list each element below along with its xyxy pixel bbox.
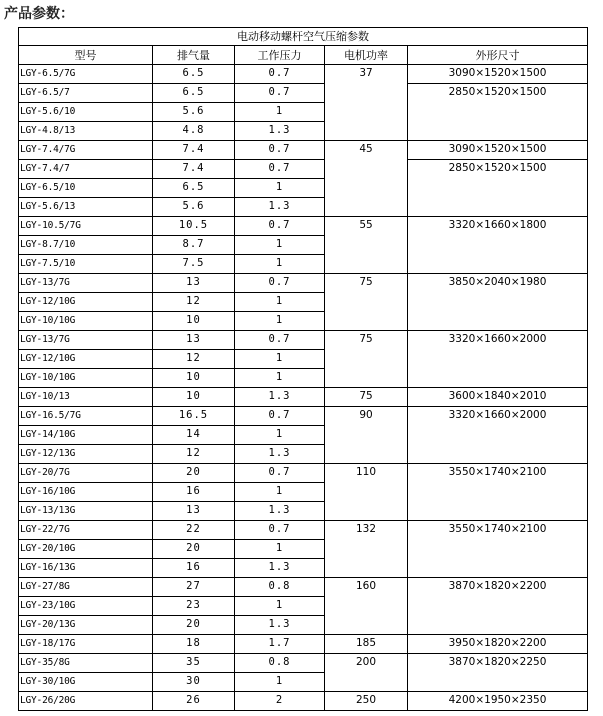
table-row [19, 160, 588, 179]
pressure-cell: 0.7 [235, 160, 325, 179]
pressure-cell: 1 [235, 255, 325, 274]
pressure-cell: 1.3 [235, 559, 325, 578]
pressure-cell: 1 [235, 426, 325, 445]
model-cell: LGY-10/10G [19, 312, 153, 331]
motor-power-cell: 200 [325, 654, 408, 692]
model-cell: LGY-7.4/7G [19, 141, 153, 160]
model-cell: LGY-30/10G [19, 673, 153, 692]
model-cell: LGY-12/13G [19, 445, 153, 464]
dimensions-cell: 3320×1660×1800 [408, 217, 588, 274]
dimensions-cell: 3870×1820×2200 [408, 578, 588, 635]
motor-power-cell: 132 [325, 521, 408, 578]
pressure-cell: 1.3 [235, 388, 325, 407]
table-row [19, 578, 588, 597]
table-row [19, 654, 588, 673]
displacement-cell: 5.6 [153, 103, 235, 122]
table-row [19, 521, 588, 540]
displacement-cell: 5.6 [153, 198, 235, 217]
motor-power-cell: 55 [325, 217, 408, 274]
motor-power-cell: 185 [325, 635, 408, 654]
displacement-cell: 22 [153, 521, 235, 540]
table-row [19, 274, 588, 293]
model-cell: LGY-26/20G [19, 692, 153, 711]
displacement-cell: 20 [153, 616, 235, 635]
model-cell: LGY-6.5/7 [19, 84, 153, 103]
pressure-cell: 1.3 [235, 445, 325, 464]
dimensions-cell: 3950×1820×2200 [408, 635, 588, 654]
table-row [19, 84, 588, 103]
pressure-cell: 0.7 [235, 84, 325, 103]
model-cell: LGY-10/10G [19, 369, 153, 388]
header-motor-power: 电机功率 [325, 46, 408, 65]
header-pressure: 工作压力 [235, 46, 325, 65]
model-cell: LGY-13/13G [19, 502, 153, 521]
pressure-cell: 1.3 [235, 616, 325, 635]
dimensions-cell: 3320×1660×2000 [408, 331, 588, 388]
header-displacement: 排气量 [153, 46, 235, 65]
pressure-cell: 0.7 [235, 65, 325, 84]
model-cell: LGY-10.5/7G [19, 217, 153, 236]
model-cell: LGY-22/7G [19, 521, 153, 540]
model-cell: LGY-4.8/13 [19, 122, 153, 141]
displacement-cell: 20 [153, 540, 235, 559]
header-dimensions: 外形尺寸 [408, 46, 588, 65]
displacement-cell: 10.5 [153, 217, 235, 236]
motor-power-cell: 75 [325, 331, 408, 388]
displacement-cell: 10 [153, 388, 235, 407]
model-cell: LGY-10/13 [19, 388, 153, 407]
model-cell: LGY-5.6/13 [19, 198, 153, 217]
spec-table [18, 27, 588, 711]
displacement-cell: 10 [153, 312, 235, 331]
model-cell: LGY-20/13G [19, 616, 153, 635]
table-row [19, 692, 588, 711]
model-cell: LGY-12/10G [19, 350, 153, 369]
table-row [19, 464, 588, 483]
displacement-cell: 27 [153, 578, 235, 597]
pressure-cell: 1 [235, 179, 325, 198]
motor-power-cell: 75 [325, 388, 408, 407]
displacement-cell: 7.4 [153, 141, 235, 160]
pressure-cell: 2 [235, 692, 325, 711]
displacement-cell: 7.5 [153, 255, 235, 274]
dimensions-cell: 3550×1740×2100 [408, 521, 588, 578]
table-row [19, 65, 588, 84]
dimensions-cell: 3850×2040×1980 [408, 274, 588, 331]
displacement-cell: 6.5 [153, 65, 235, 84]
model-cell: LGY-20/7G [19, 464, 153, 483]
displacement-cell: 30 [153, 673, 235, 692]
dimensions-cell: 3600×1840×2010 [408, 388, 588, 407]
model-cell: LGY-14/10G [19, 426, 153, 445]
pressure-cell: 1 [235, 540, 325, 559]
dimensions-cell: 3090×1520×1500 [408, 141, 588, 160]
dimensions-cell: 3870×1820×2250 [408, 654, 588, 692]
pressure-cell: 0.7 [235, 217, 325, 236]
header-model: 型号 [19, 46, 153, 65]
displacement-cell: 18 [153, 635, 235, 654]
pressure-cell: 0.7 [235, 407, 325, 426]
pressure-cell: 1 [235, 293, 325, 312]
model-cell: LGY-13/7G [19, 331, 153, 350]
displacement-cell: 13 [153, 274, 235, 293]
displacement-cell: 35 [153, 654, 235, 673]
displacement-cell: 10 [153, 369, 235, 388]
dimensions-cell: 2850×1520×1500 [408, 160, 588, 217]
motor-power-cell: 250 [325, 692, 408, 711]
model-cell: LGY-16/13G [19, 559, 153, 578]
displacement-cell: 16 [153, 559, 235, 578]
section-heading: 产品参数： [4, 6, 74, 22]
displacement-cell: 12 [153, 293, 235, 312]
table-row [19, 331, 588, 350]
model-cell: LGY-13/7G [19, 274, 153, 293]
model-cell: LGY-23/10G [19, 597, 153, 616]
pressure-cell: 0.8 [235, 578, 325, 597]
table-row [19, 141, 588, 160]
motor-power-cell: 37 [325, 65, 408, 141]
displacement-cell: 6.5 [153, 84, 235, 103]
displacement-cell: 12 [153, 350, 235, 369]
pressure-cell: 0.7 [235, 141, 325, 160]
model-cell: LGY-27/8G [19, 578, 153, 597]
pressure-cell: 1.3 [235, 502, 325, 521]
displacement-cell: 13 [153, 331, 235, 350]
model-cell: LGY-8.7/10 [19, 236, 153, 255]
table-row [19, 635, 588, 654]
pressure-cell: 1.3 [235, 122, 325, 141]
pressure-cell: 1 [235, 597, 325, 616]
pressure-cell: 1.7 [235, 635, 325, 654]
dimensions-cell: 3320×1660×2000 [408, 407, 588, 464]
dimensions-cell: 4200×1950×2350 [408, 692, 588, 711]
pressure-cell: 1 [235, 483, 325, 502]
displacement-cell: 20 [153, 464, 235, 483]
pressure-cell: 1 [235, 350, 325, 369]
displacement-cell: 8.7 [153, 236, 235, 255]
displacement-cell: 14 [153, 426, 235, 445]
displacement-cell: 7.4 [153, 160, 235, 179]
model-cell: LGY-7.4/7 [19, 160, 153, 179]
pressure-cell: 0.7 [235, 464, 325, 483]
displacement-cell: 26 [153, 692, 235, 711]
displacement-cell: 16.5 [153, 407, 235, 426]
pressure-cell: 0.7 [235, 521, 325, 540]
motor-power-cell: 45 [325, 141, 408, 217]
dimensions-cell: 3550×1740×2100 [408, 464, 588, 521]
motor-power-cell: 90 [325, 407, 408, 464]
displacement-cell: 16 [153, 483, 235, 502]
displacement-cell: 4.8 [153, 122, 235, 141]
model-cell: LGY-20/10G [19, 540, 153, 559]
table-row [19, 388, 588, 407]
motor-power-cell: 75 [325, 274, 408, 331]
pressure-cell: 0.7 [235, 331, 325, 350]
motor-power-cell: 160 [325, 578, 408, 635]
model-cell: LGY-5.6/10 [19, 103, 153, 122]
displacement-cell: 6.5 [153, 179, 235, 198]
dimensions-cell: 3090×1520×1500 [408, 65, 588, 84]
pressure-cell: 1.3 [235, 198, 325, 217]
pressure-cell: 1 [235, 103, 325, 122]
table-title: 电动移动螺杆空气压缩参数 [19, 28, 588, 46]
table-row [19, 217, 588, 236]
model-cell: LGY-16/10G [19, 483, 153, 502]
pressure-cell: 1 [235, 369, 325, 388]
table-row [19, 407, 588, 426]
motor-power-cell: 110 [325, 464, 408, 521]
model-cell: LGY-12/10G [19, 293, 153, 312]
dimensions-cell: 2850×1520×1500 [408, 84, 588, 141]
model-cell: LGY-18/17G [19, 635, 153, 654]
table-title-row [19, 28, 588, 46]
model-cell: LGY-7.5/10 [19, 255, 153, 274]
displacement-cell: 13 [153, 502, 235, 521]
model-cell: LGY-35/8G [19, 654, 153, 673]
model-cell: LGY-16.5/7G [19, 407, 153, 426]
pressure-cell: 1 [235, 312, 325, 331]
model-cell: LGY-6.5/7G [19, 65, 153, 84]
model-cell: LGY-6.5/10 [19, 179, 153, 198]
pressure-cell: 0.7 [235, 274, 325, 293]
pressure-cell: 1 [235, 673, 325, 692]
table-header-row [19, 46, 588, 65]
displacement-cell: 23 [153, 597, 235, 616]
displacement-cell: 12 [153, 445, 235, 464]
pressure-cell: 1 [235, 236, 325, 255]
pressure-cell: 0.8 [235, 654, 325, 673]
